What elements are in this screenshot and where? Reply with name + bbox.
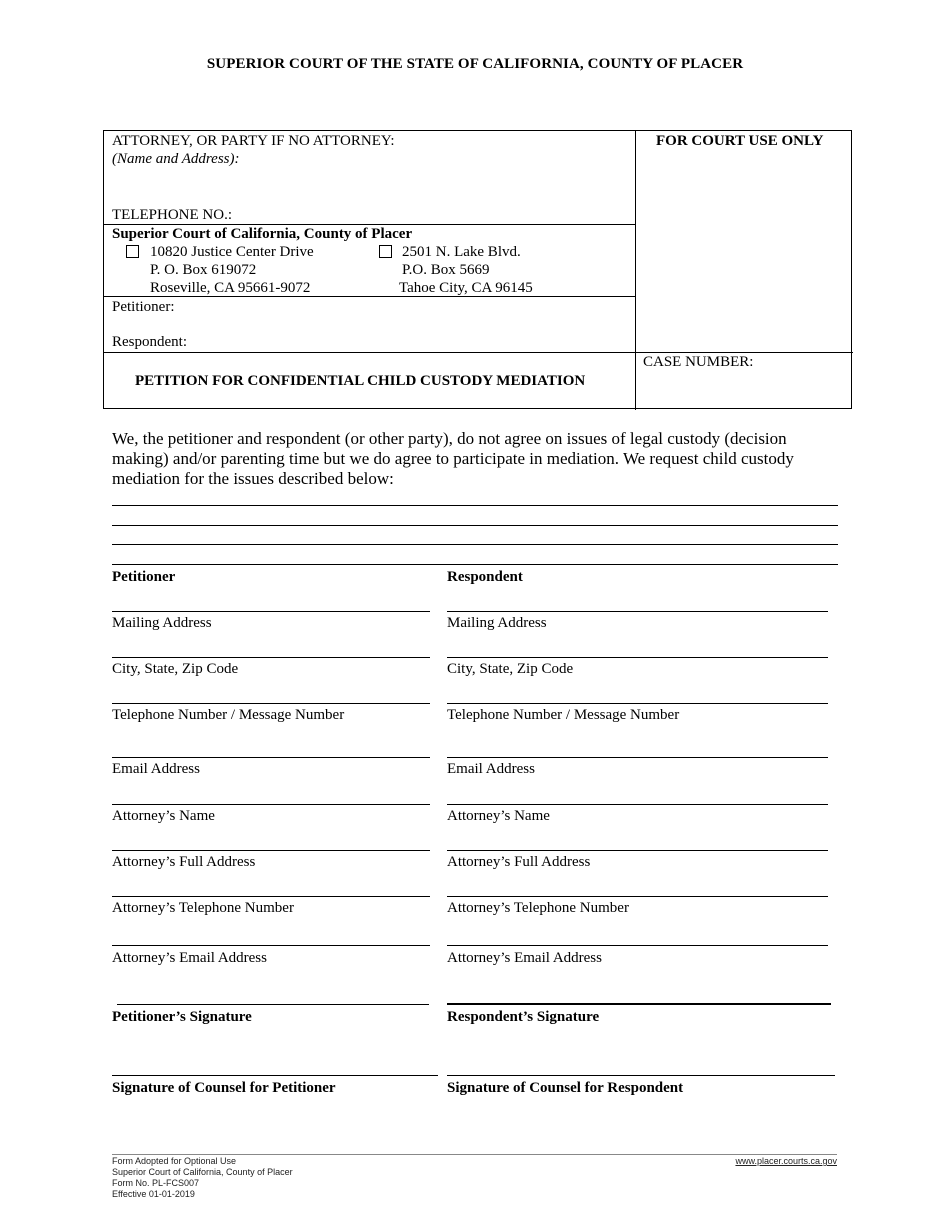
petitioner-field-label: Attorney’s Email Address [112, 950, 267, 966]
petitioner-label: Petitioner: [112, 299, 175, 315]
petitioner-field-label: City, State, Zip Code [112, 661, 239, 677]
footer-line: Superior Court of California, County of Placer [112, 1167, 293, 1177]
issue-line[interactable] [112, 525, 838, 526]
petitioner-attorney-name-line[interactable] [112, 804, 430, 805]
petitioner-signature-line[interactable] [117, 1004, 429, 1005]
petitioner-field-label: Attorney’s Full Address [112, 854, 256, 870]
footer-line: Effective 01-01-2019 [112, 1189, 195, 1199]
location2-line3: Tahoe City, CA 96145 [399, 280, 533, 296]
court-use-label: FOR COURT USE ONLY [656, 133, 824, 149]
footer-line: Form Adopted for Optional Use [112, 1156, 237, 1166]
petitioner-signature-label: Petitioner’s Signature [112, 1009, 252, 1025]
respondent-attorney-address-line[interactable] [447, 850, 828, 851]
petitioner-email-line[interactable] [112, 757, 430, 758]
court-website-link[interactable]: www.placer.courts.ca.gov [735, 1156, 837, 1166]
issue-line[interactable] [112, 505, 838, 506]
respondent-field-label: Email Address [447, 761, 535, 777]
attorney-label: ATTORNEY, OR PARTY IF NO ATTORNEY: [112, 133, 395, 149]
location1-line2: P. O. Box 619072 [150, 262, 257, 278]
respondent-attorney-name-line[interactable] [447, 804, 828, 805]
respondent-signature-line[interactable] [447, 1003, 831, 1005]
petitioner-counsel-signature-label: Signature of Counsel for Petitioner [112, 1080, 336, 1096]
petitioner-attorney-telephone-line[interactable] [112, 896, 430, 897]
footer-line: Form No. PL-FCS007 [112, 1178, 200, 1188]
issue-line[interactable] [112, 564, 838, 565]
telephone-label: TELEPHONE NO.: [112, 207, 232, 223]
petitioner-counsel-signature-line[interactable] [112, 1075, 438, 1076]
court-name: Superior Court of California, County of Placer [112, 226, 413, 242]
petitioner-field-label: Mailing Address [112, 615, 212, 631]
petitioner-city-line[interactable] [112, 657, 430, 658]
respondent-mailing-address-line[interactable] [447, 611, 828, 612]
court-title: SUPERIOR COURT OF THE STATE OF CALIFORNIA, COUNTY OF PLACER [206, 56, 744, 72]
petitioner-telephone-line[interactable] [112, 703, 430, 704]
respondent-attorney-telephone-line[interactable] [447, 896, 828, 897]
respondent-field-label: Mailing Address [447, 615, 547, 631]
form-title: PETITION FOR CONFIDENTIAL CHILD CUSTODY MEDIATION [135, 373, 586, 389]
respondent-counsel-signature-label: Signature of Counsel for Respondent [447, 1080, 684, 1096]
petitioner-heading: Petitioner [112, 569, 176, 585]
petitioner-field-label: Attorney’s Telephone Number [112, 900, 294, 916]
respondent-field-label: City, State, Zip Code [447, 661, 574, 677]
footer-rule [112, 1154, 837, 1155]
petitioner-field-label: Email Address [112, 761, 200, 777]
roseville-checkbox[interactable] [126, 245, 139, 258]
location1-line3: Roseville, CA 95661-9072 [150, 280, 311, 296]
petitioner-field-label: Telephone Number / Message Number [112, 707, 345, 723]
issue-line[interactable] [112, 544, 838, 545]
petitioner-attorney-address-line[interactable] [112, 850, 430, 851]
petitioner-attorney-email-line[interactable] [112, 945, 430, 946]
respondent-field-label: Attorney’s Name [447, 808, 550, 824]
respondent-field-label: Attorney’s Telephone Number [447, 900, 629, 916]
respondent-city-line[interactable] [447, 657, 828, 658]
location1-line1: 10820 Justice Center Drive [150, 244, 314, 260]
respondent-label: Respondent: [112, 334, 187, 350]
respondent-field-label: Attorney’s Full Address [447, 854, 591, 870]
respondent-heading: Respondent [447, 569, 523, 585]
respondent-email-line[interactable] [447, 757, 828, 758]
respondent-counsel-signature-line[interactable] [447, 1075, 835, 1076]
intro-text: We, the petitioner and respondent (or other party), do not agree on issues of legal custody (decision making) and/or parenting time but we do agree to participate in mediation. We request child custody mediation for the issues described below: [112, 429, 794, 488]
respondent-attorney-email-line[interactable] [447, 945, 828, 946]
petitioner-field-label: Attorney’s Name [112, 808, 215, 824]
respondent-signature-label: Respondent’s Signature [447, 1009, 600, 1025]
caption-box [103, 130, 852, 409]
tahoe-city-checkbox[interactable] [379, 245, 392, 258]
caption-divider [635, 131, 636, 410]
location2-line1: 2501 N. Lake Blvd. [402, 244, 521, 260]
name-address-label: (Name and Address): [112, 151, 240, 167]
respondent-telephone-line[interactable] [447, 703, 828, 704]
respondent-field-label: Attorney’s Email Address [447, 950, 602, 966]
footer-info [112, 1156, 293, 1200]
case-number-label: CASE NUMBER: [643, 354, 754, 370]
respondent-field-label: Telephone Number / Message Number [447, 707, 680, 723]
location2-line2: P.O. Box 5669 [402, 262, 490, 278]
petitioner-mailing-address-line[interactable] [112, 611, 430, 612]
